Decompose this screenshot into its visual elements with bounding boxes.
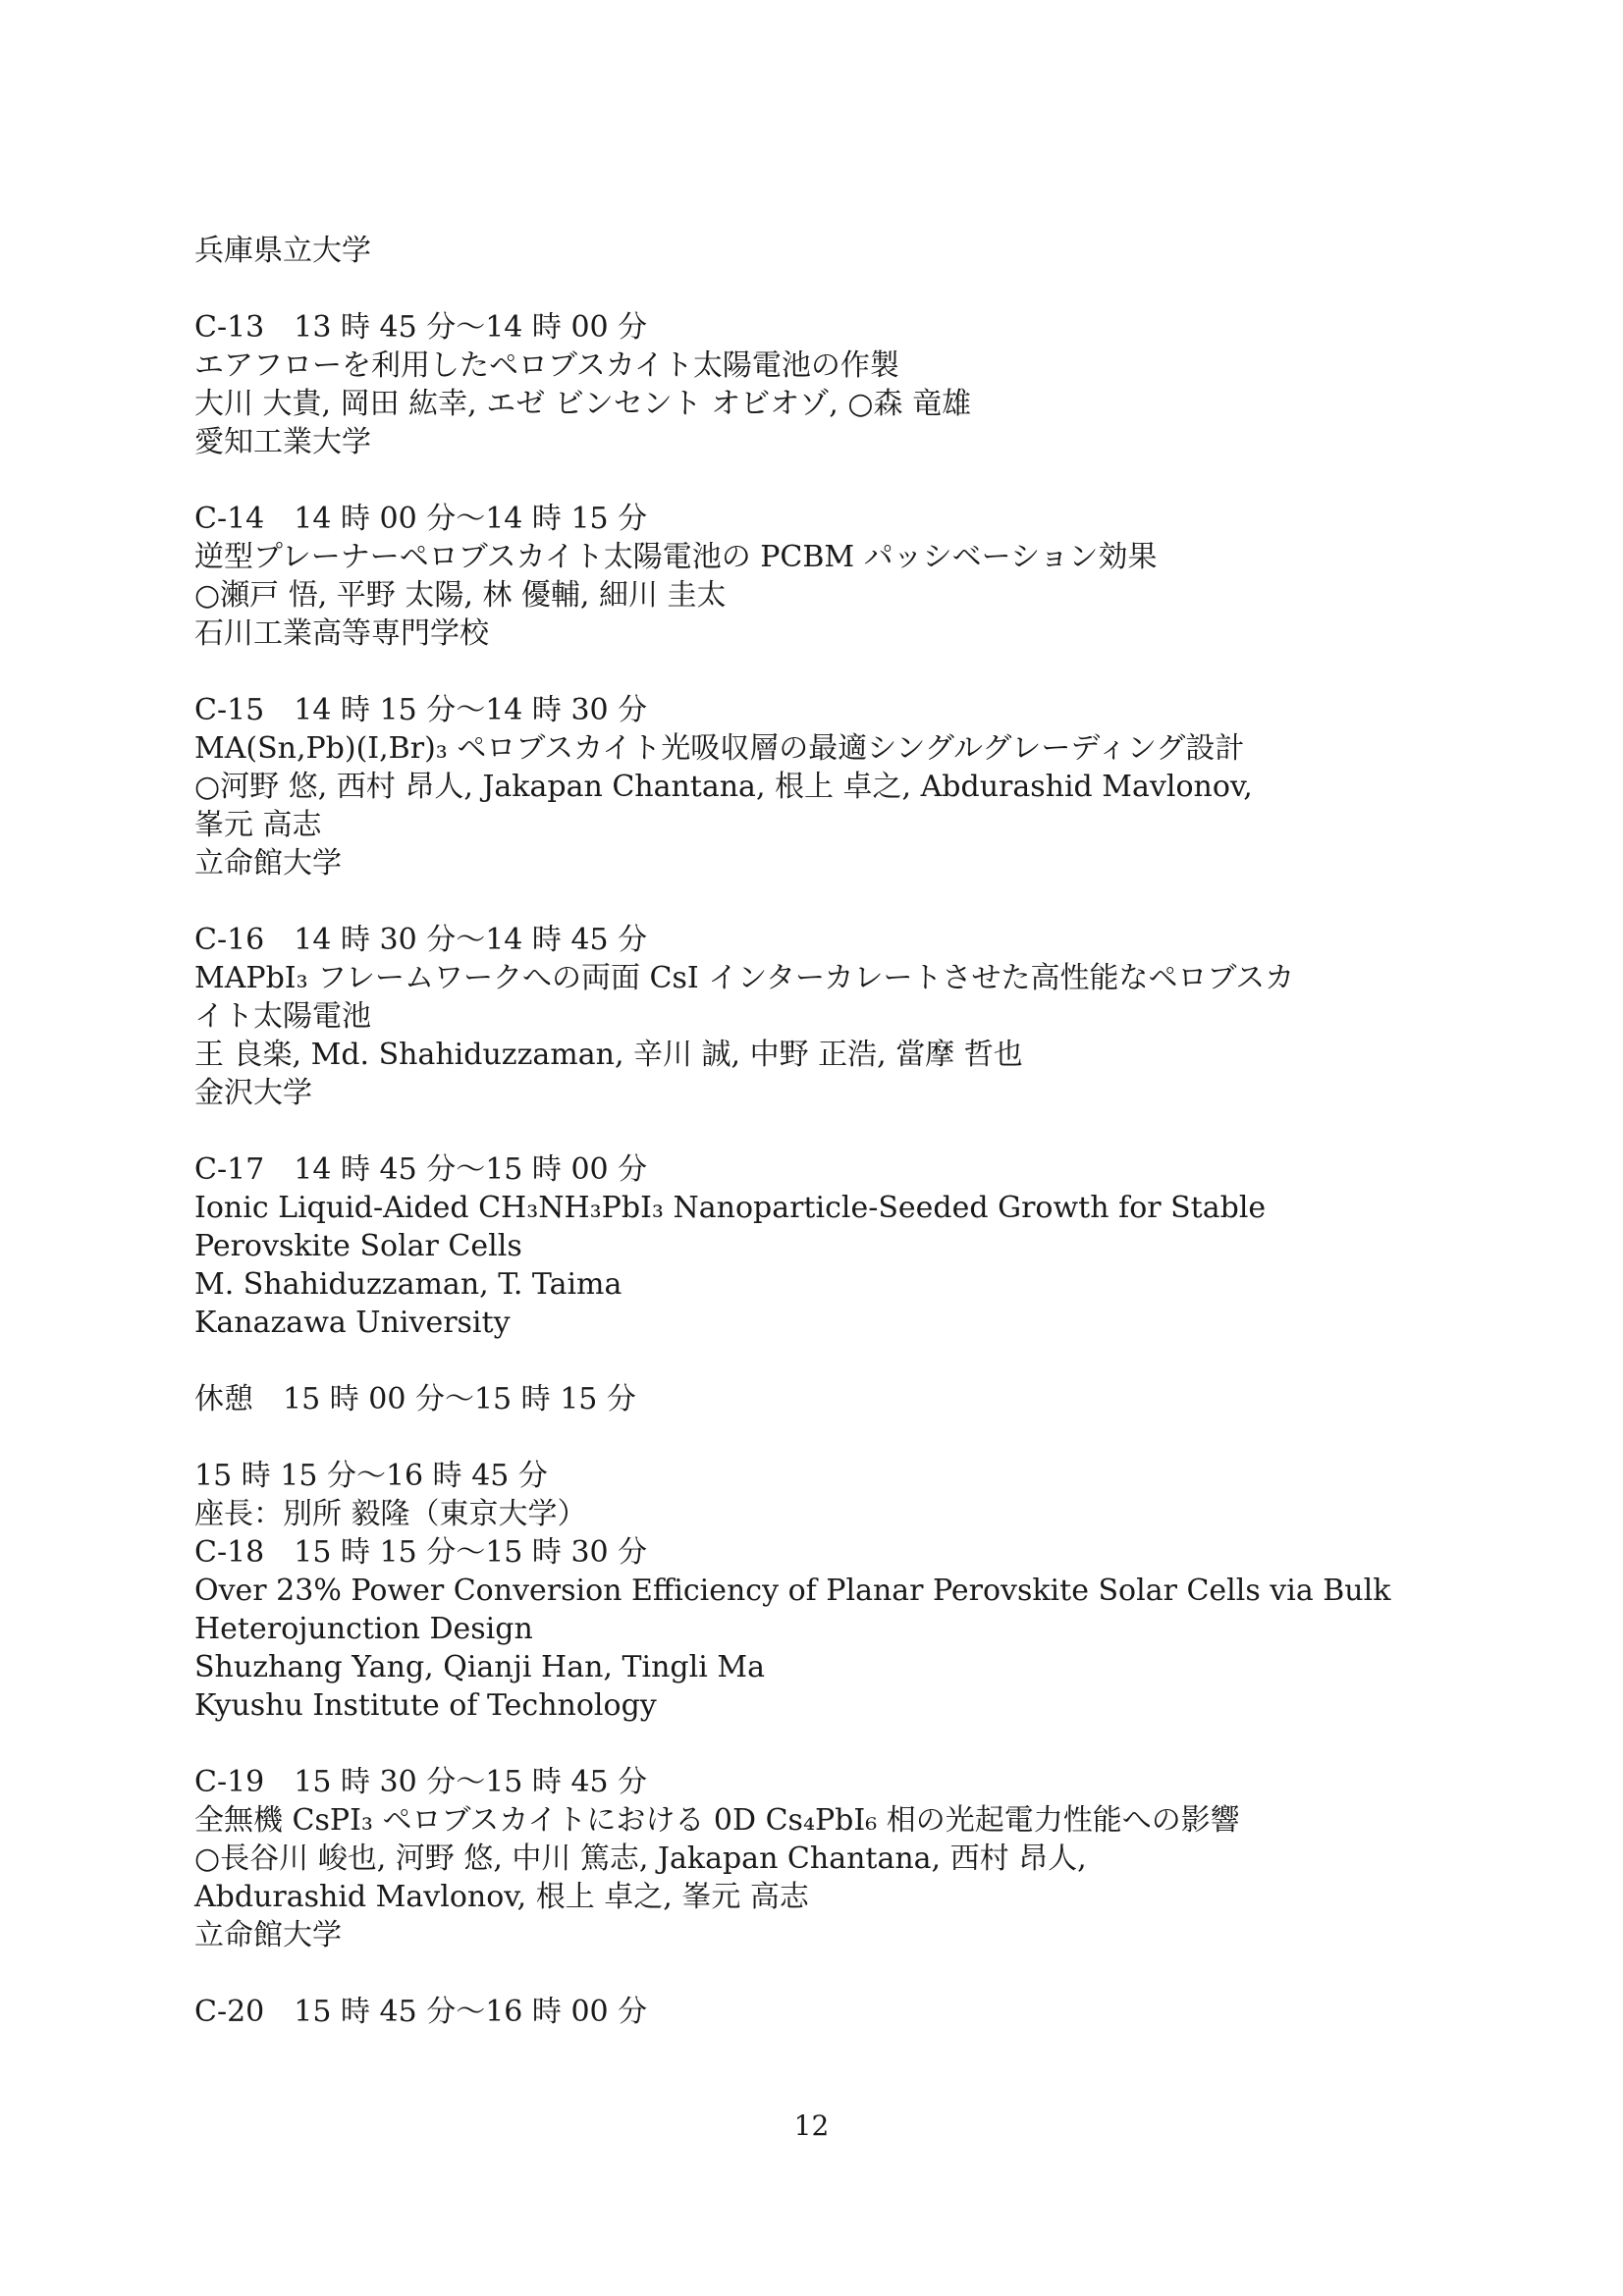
text-line: C-19 15 時 30 分～15 時 45 分 bbox=[194, 1765, 648, 1799]
text-line: イト太陽電池 bbox=[194, 999, 371, 1034]
text-line: 15 時 15 分～16 時 45 分 bbox=[194, 1459, 548, 1493]
text-line: Perovskite Solar Cells bbox=[194, 1229, 522, 1263]
document-body bbox=[194, 232, 1471, 2031]
text-line: 立命館大学 bbox=[194, 846, 342, 881]
text-line: 王 良楽, Md. Shahiduzzaman, 辛川 誠, 中野 正浩, 當摩 哲也 bbox=[194, 1038, 1023, 1072]
text-line: 兵庫県立大学 bbox=[194, 234, 371, 268]
text-line: ○長谷川 峻也, 河野 悠, 中川 篤志, Jakapan Chantana, 西村 昂人, bbox=[194, 1842, 1087, 1876]
page-number: 12 bbox=[793, 2109, 830, 2142]
blank-line bbox=[194, 270, 1471, 308]
text-line: C-14 14 時 00 分～14 時 15 分 bbox=[194, 502, 648, 536]
text-line: Kanazawa University bbox=[194, 1306, 511, 1340]
text-line: 大川 大貴, 岡田 紘幸, エゼ ビンセント オビオゾ, ○森 竜雄 bbox=[194, 387, 972, 421]
text-line: 逆型プレーナーペロブスカイト太陽電池の PCBM パッシベーション効果 bbox=[194, 540, 1158, 574]
blank-line bbox=[194, 1725, 1471, 1763]
text-line: Shuzhang Yang, Qianji Han, Tingli Ma bbox=[194, 1650, 765, 1684]
text-line: Abdurashid Mavlonov, 根上 卓之, 峯元 高志 bbox=[194, 1880, 809, 1914]
text-line: M. Shahiduzzaman, T. Taima bbox=[194, 1267, 622, 1302]
text-line: Ionic Liquid-Aided CH₃NH₃PbI₃ Nanoparticle-Seeded Growth for Stable bbox=[194, 1191, 1267, 1225]
text-line: 愛知工業大学 bbox=[194, 425, 371, 459]
text-line: 休憩 15 時 00 分～15 時 15 分 bbox=[194, 1382, 636, 1416]
text-line: Kyushu Institute of Technology bbox=[194, 1688, 657, 1723]
blank-line bbox=[194, 653, 1471, 691]
blank-line bbox=[194, 461, 1471, 500]
blank-line bbox=[194, 882, 1471, 921]
text-line: C-17 14 時 45 分～15 時 00 分 bbox=[194, 1152, 648, 1187]
text-line: ○瀬戸 悟, 平野 太陽, 林 優輔, 細川 圭太 bbox=[194, 578, 727, 613]
text-line: ○河野 悠, 西村 昂人, Jakapan Chantana, 根上 卓之, Abdurashid Mavlonov, bbox=[194, 770, 1253, 804]
text-line: 座長：別所 毅隆（東京大学） bbox=[194, 1497, 587, 1531]
text-line: MA(Sn,Pb)(I,Br)₃ ペロブスカイト光吸収層の最適シングルグレーディング設計 bbox=[194, 731, 1245, 766]
text-line: Over 23% Power Conversion Efficiency of Planar Perovskite Solar Cells via Bulk bbox=[194, 1574, 1391, 1608]
text-line: 石川工業高等専門学校 bbox=[194, 616, 489, 651]
text-line: 全無機 CsPI₃ ペロブスカイトにおける 0D Cs₄PbI₆ 相の光起電力性能への影響 bbox=[194, 1803, 1240, 1838]
text-line: MAPbI₃ フレームワークへの両面 CsI インターカレートさせた高性能なペロブスカ bbox=[194, 961, 1295, 995]
blank-line bbox=[194, 1954, 1471, 1993]
blank-line bbox=[194, 1342, 1471, 1380]
text-line: 立命館大学 bbox=[194, 1918, 342, 1952]
text-line: C-13 13 時 45 分～14 時 00 分 bbox=[194, 310, 648, 345]
blank-line bbox=[194, 1112, 1471, 1150]
text-line: C-18 15 時 15 分～15 時 30 分 bbox=[194, 1535, 648, 1570]
text-line: Heterojunction Design bbox=[194, 1612, 533, 1646]
text-line: 金沢大学 bbox=[194, 1076, 312, 1110]
text-line: C-15 14 時 15 分～14 時 30 分 bbox=[194, 693, 648, 727]
text-line: C-16 14 時 30 分～14 時 45 分 bbox=[194, 923, 648, 957]
text-line: エアフローを利用したペロブスカイト太陽電池の作製 bbox=[194, 348, 899, 383]
text-line: 峯元 高志 bbox=[194, 808, 322, 842]
text-line: C-20 15 時 45 分～16 時 00 分 bbox=[194, 1995, 648, 2029]
blank-line bbox=[194, 1418, 1471, 1457]
